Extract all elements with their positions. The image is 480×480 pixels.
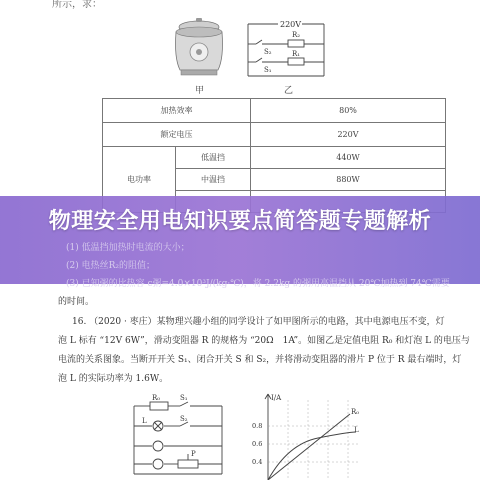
table-row <box>103 123 446 147</box>
ghost-text-line: (3) 已知粥的比热容 c粥=4.0×10³J/(kg·℃)，将 2.2kg 的粥用高温挡从 20℃加热到 74℃需要 <box>66 279 450 289</box>
iv-graph <box>248 386 368 480</box>
circuit-label-r2: R₂ <box>292 31 301 39</box>
table-row <box>103 99 446 123</box>
circuit-diagram-bottom <box>128 390 228 480</box>
table-cell-value: 80% <box>251 99 446 123</box>
circuit-label-voltage: 220V <box>280 20 302 29</box>
table-cell-subname: 低温挡 <box>176 147 251 169</box>
graph-line-lamp <box>268 432 356 480</box>
table-row <box>103 147 446 169</box>
question-line: 电流的关系图象。当断开开关 S₁、闭合开关 S 和 S₂，并将滑动变阻器的滑片 P 位于 R 最右端时，灯 <box>58 355 462 365</box>
ghost-text-line: (1) 低温挡加热时电流的大小； <box>66 243 190 253</box>
figure-label-b: 乙 <box>284 86 294 96</box>
circuit-label-r1: R₁ <box>292 50 301 58</box>
question-line: 的时间。 <box>58 297 95 307</box>
graph-series-label-r0: R₀ <box>351 408 360 416</box>
graph-ylabel: I/A <box>271 394 282 402</box>
table-cell-value: 440W <box>251 147 446 169</box>
table-cell-value: 880W <box>251 169 446 191</box>
table-cell-group: 电功率 <box>103 147 176 213</box>
graph-tick: 0.8 <box>252 422 263 430</box>
table-cell-label: 额定电压 <box>103 123 251 147</box>
circuit-label-s2: S₂ <box>264 48 272 56</box>
question-line: 泡 L 的实际功率为 1.6W。 <box>58 374 169 384</box>
graph-series-label-lamp: L <box>354 426 359 434</box>
circuit-label-r0: R₀ <box>152 394 161 402</box>
rice-cooker-image <box>170 18 228 80</box>
table-cell-label: 加热效率 <box>103 99 251 123</box>
circuit-label-s1: S₁ <box>264 66 272 74</box>
graph-tick: 0.4 <box>252 458 263 466</box>
circuit-label-s2: S₂ <box>180 415 188 423</box>
circuit-diagram-top <box>244 14 334 82</box>
table-cell-value: 220V <box>251 123 446 147</box>
table-cell-subname: 中温挡 <box>176 169 251 191</box>
circuit-label-p: P <box>191 450 196 458</box>
question-line: 泡 L 标有 “12V 6W”，滑动变阻器 R 的规格为 “20Ω 1A”。如图乙是定值电阻 R₀ 和灯泡 L 的电压与 <box>58 336 470 346</box>
header-note: 所示，求： <box>52 0 102 10</box>
banner-title: 物理安全用电知识要点简答题专题解析 <box>48 209 432 234</box>
circuit-label-s1: S₁ <box>180 394 188 402</box>
circuit-label-lamp: L <box>142 417 147 425</box>
graph-line-r0 <box>268 414 350 480</box>
figure-label-a: 甲 <box>195 86 205 96</box>
question-line: 16. （2020 · 枣庄）某物理兴趣小组的同学设计了如甲图所示的电路，其中电源电压不变，灯 <box>72 317 445 327</box>
graph-tick: 0.6 <box>252 440 263 448</box>
ghost-text-line: (2) 电热丝R₂的阻值； <box>66 261 155 271</box>
